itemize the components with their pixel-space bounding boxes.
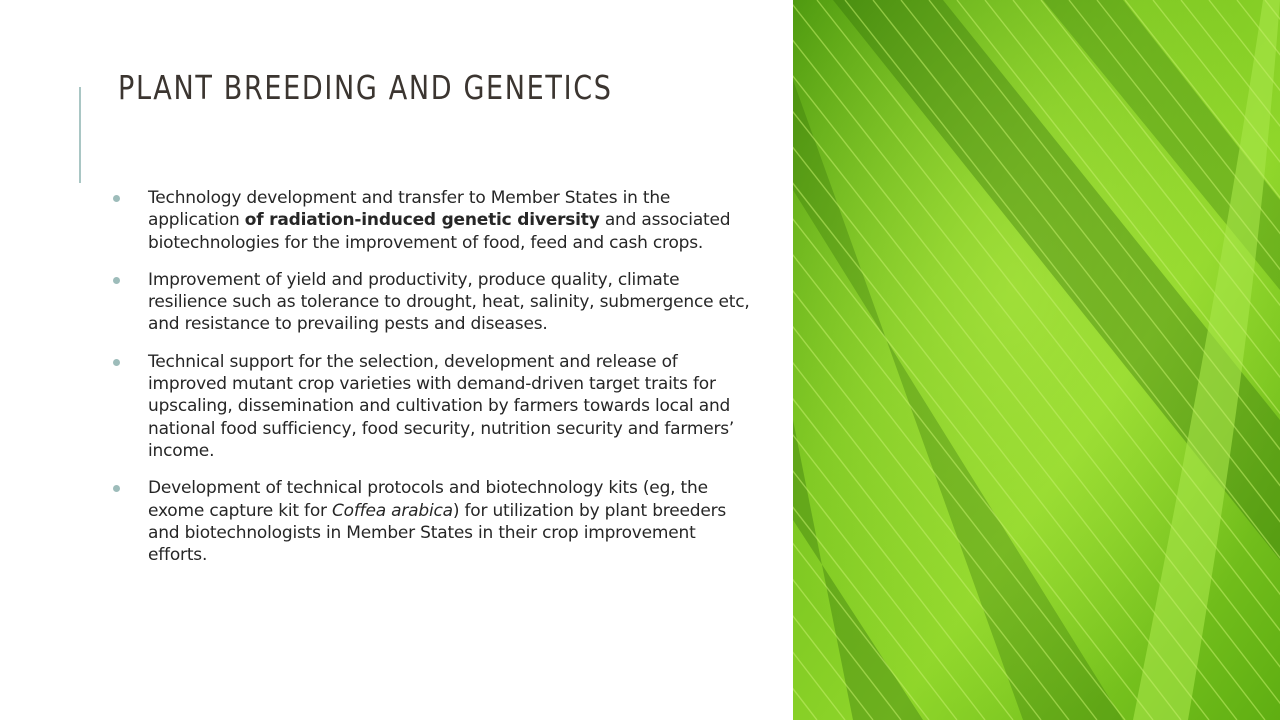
bullet-text [148,270,750,335]
leaf-photo-graphic [793,0,1280,720]
bullet-text-segment: Coffea arabica [332,500,453,521]
bullet-dot-icon [113,277,120,284]
bullet-dot-icon [113,195,120,202]
title-accent-line [79,87,81,183]
bullet-dot-icon [113,359,120,366]
bullet-list [110,187,750,581]
bullet-text [148,352,734,461]
bullet-dot-icon [113,485,120,492]
bullet-item [110,477,750,566]
bullet-text [148,188,730,253]
bullet-text-segment: Technology development and transfer to Member States in the application [148,188,671,231]
bullet-text [148,478,726,565]
slide-title: PLANT BREEDING AND GENETICS [118,68,613,107]
bullet-text-segment: Development of technical protocols and biotechnology kits (eg, the exome capture kit for [148,478,708,521]
bullet-text-segment: of radiation-induced genetic diversity [244,210,600,231]
bullet-text-segment: Technical support for the selection, development and release of improved mutant crop varieties with demand-driven target traits for upscaling, dissemination and cultivation by farmers towards local and national food sufficiency, food security, nutrition security and farmers’ income. [148,351,735,461]
bullet-text-segment: and associated biotechnologies for the improvement of food, feed and cash crops. [148,210,731,253]
bullet-text-segment: ) for utilization by plant breeders and biotechnologists in Member States in their crop improvement efforts. [148,500,727,566]
bullet-item [110,269,750,336]
bullet-text-segment: Improvement of yield and productivity, produce quality, climate resilience such as tolerance to drought, heat, salinity, submergence etc, and resistance to prevailing pests and diseases. [148,269,750,335]
leaf-image [793,0,1280,720]
bullet-item [110,187,750,254]
bullet-item [110,351,750,462]
